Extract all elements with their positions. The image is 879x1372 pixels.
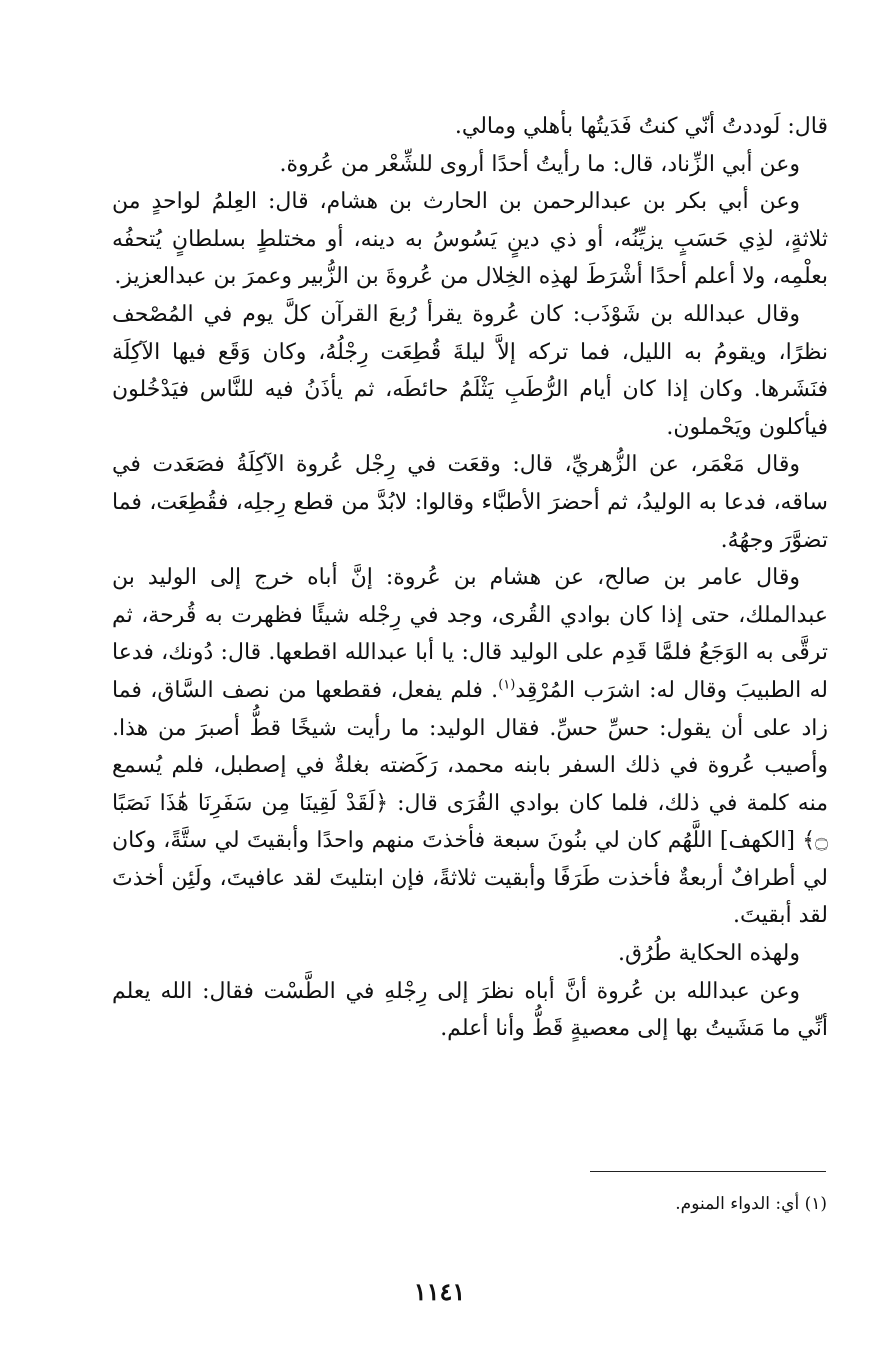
paragraph-text: قال: لَوددتُ أنّي كنتُ فَدَيتُها بأهلي ومالي.: [454, 114, 828, 139]
paragraph: [112, 446, 828, 559]
page-number: ١١٤١: [413, 1277, 466, 1306]
paragraph-text: وقال مَعْمَر، عن الزُّهريِّ، قال: وقعَت في رِجْل عُروة الآكِلَةُ فصَعَدت في ساقه، فدعا به الوليدُ، ثم أحضرَ الأطبَّاء وقالوا: لابُدَّ من قطع رِجلِه، فقُطِعَت، فما تضوَّرَ وجهُهُ.: [112, 452, 828, 553]
footnote-divider: [590, 1171, 826, 1172]
paragraph: [112, 973, 828, 1048]
paragraph-text: وعن أبي الزِّناد، قال: ما رأيتُ أحدًا أروى للشِّعْر من عُروة.: [279, 151, 800, 177]
paragraph: [112, 183, 828, 296]
paragraph: [112, 296, 828, 446]
paragraph-text: ولهذه الحكاية طُرُق.: [617, 941, 800, 967]
footnote-reference: (١): [498, 677, 516, 693]
paragraph: [112, 559, 828, 935]
paragraph-text: وعن عبدالله بن عُروة أنَّ أباه نظرَ إلى رِجْلهِ في الطَّسْت فقال: الله يعلم أنِّي ما مَشَيتُ بها إلى معصيةٍ قَطُّ وأنا أعلم.: [112, 978, 828, 1042]
paragraph-text: وقال عبدالله بن شَوْذَب: كان عُروة يقرأ رُبعَ القرآن كلَّ يوم في المُصْحف نظرًا، ويقومُ به الليل، فما تركه إلاَّ ليلةَ قُطِعَت رِجْلُهُ، وكان وَقَع فيها الآكِلَة فنَشَرها. وكان إذا كان أيام الرُّطَبِ يَثْلَمُ حائطَه، ثم يأذَنُ فيه للنَّاس فيَدْخُلون فيأكلون ويَحْملون.: [112, 301, 828, 440]
paragraph: [112, 935, 828, 973]
paragraph: [112, 146, 828, 184]
paragraph-text: . فلم يفعل، فقطعها من نصف السَّاق، فما زاد على أن يقول: حسِّ حسِّ. فقال الوليد: ما رأيت شيخًا قطُّ أصبرَ من هذا. وأصيب عُروة في ذلك السفر بابنه محمد، رَكَضته بغلةٌ في إصطبل، فلم يُسمع منه كلمة في ذلك، فلما كان بوادي القُرَى قال: ﴿لَقَدْ لَقِينَا مِن سَفَرِنَا هَٰذَا نَصَبًا ۝﴾ [الكهف] اللَّهُم كان لي بنُونَ سبعة فأخذتَ منهم واحدًا وأبقيتَ لي ستَّةً، وكان لي أطرافٌ أربعةٌ فأخذت طَرَفًا وأبقيت ثلاثةً، فإن ابتليتَ لقد عافيتَ، ولَئِن أخذتَ لقد أبقيتَ.: [112, 677, 828, 929]
footnote: (١) أي: الدواء المنوم.: [675, 1194, 827, 1214]
paragraph-text: وعن أبي بكر بن عبدالرحمن بن الحارث بن هشام، قال: العِلمُ لواحدٍ من ثلاثةٍ، لذِي حَسَبٍ يزيِّنُه، أو ذي دينٍ يَسُوسُ به دينه، أو مختلطٍ بسلطانٍ يُتحفُه بعلْمِه، ولا أعلم أحدًا أشْرَطَ لهذِه الخِلال من عُروةَ بن الزُّبير وعمرَ بن عبدالعزيز.: [112, 189, 828, 290]
paragraph-text: وقال عامر بن صالح، عن هشام بن عُروة: إنَّ أباه خرج إلى الوليد بن عبدالملك، حتى إذا كان بوادي القُرى، وجد في رِجْله شيئًا فظهرت به قُرحة، ثم ترقَّى به الوَجَعُ فلمَّا قَدِم على الوليد قال: يا أبا عبدالله اقطعها. قال: دُونك، فدعا له الطبيبَ وقال له: اشرَب المُرْقِد: [112, 565, 829, 703]
main-text: [112, 108, 828, 1048]
paragraph: [112, 108, 828, 146]
